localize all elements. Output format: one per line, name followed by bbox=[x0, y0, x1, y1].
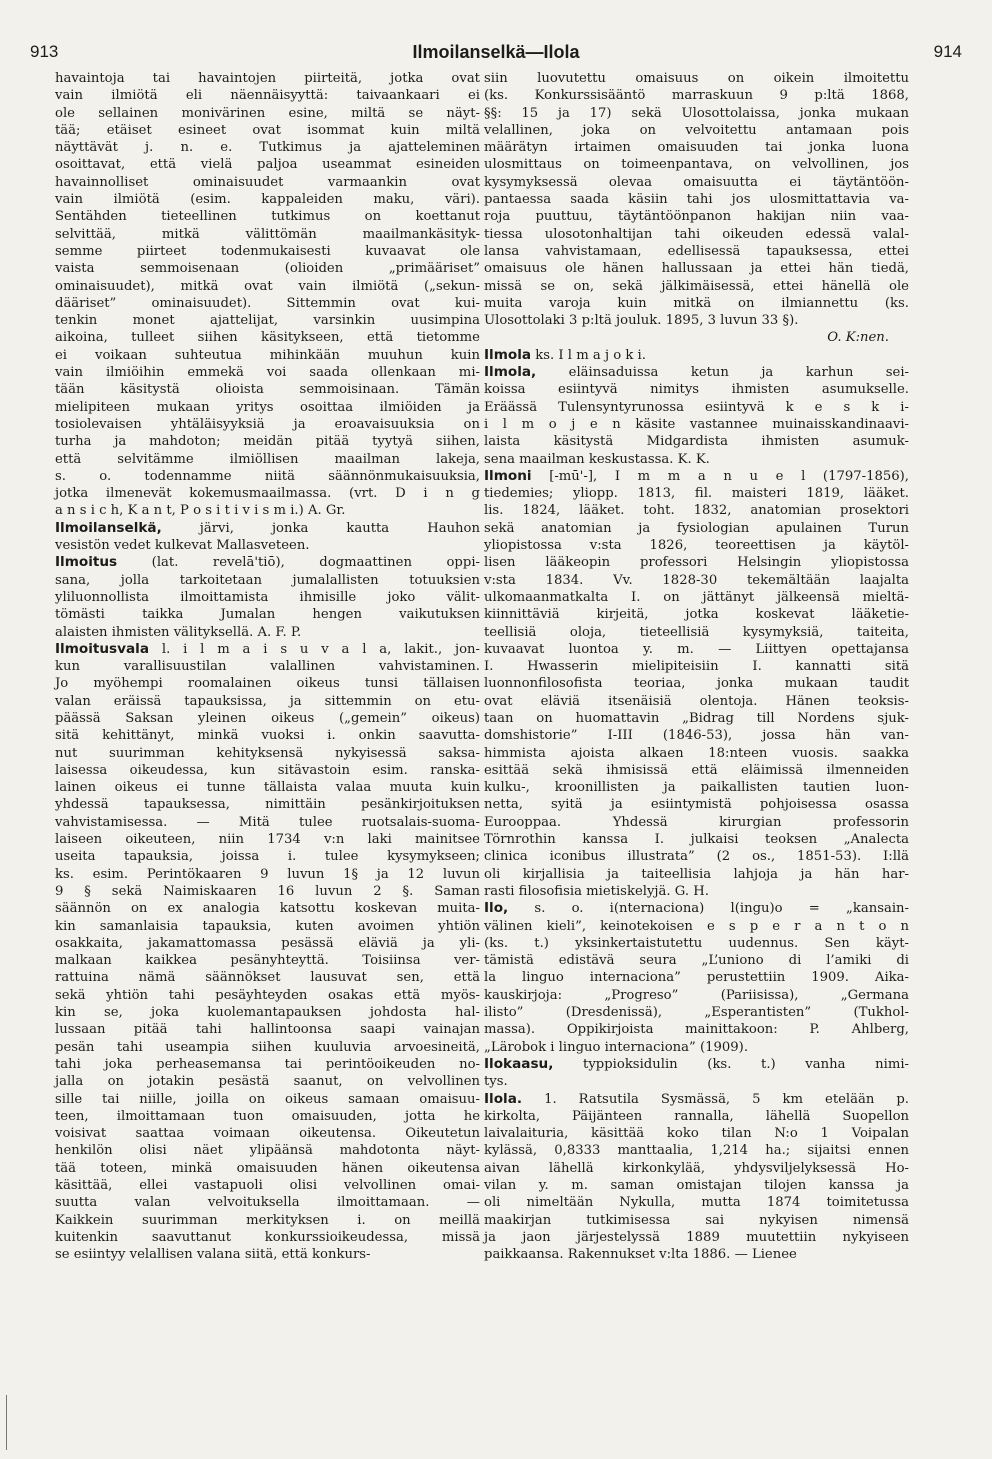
text-line bbox=[484, 520, 909, 537]
text-line bbox=[484, 278, 909, 295]
text-line bbox=[55, 1108, 480, 1125]
line-text: vilan y. m. saman omistajan tilojen kanssa ja bbox=[484, 1178, 909, 1193]
text-line bbox=[484, 105, 909, 122]
line-text: [-mū'-], I m m a n u e l (1797-1856), bbox=[531, 468, 909, 484]
text-line bbox=[55, 416, 480, 433]
line-text: missä se on, sekä jälkimäisessä, ettei hänellä ole bbox=[484, 278, 909, 294]
line-text: pesän tahi useampia siihen kuuluvia arvoesineitä, bbox=[55, 1039, 480, 1055]
line-text: taan on huomattavin „Bidrag till Nordens sjuk- bbox=[484, 710, 909, 726]
text-line bbox=[484, 1039, 909, 1056]
text-line bbox=[55, 589, 480, 606]
text-line bbox=[55, 918, 480, 935]
line-text: laivalaituria, käsittää koko tilan N:o 1 Voipalan bbox=[484, 1126, 909, 1142]
line-text: luonnonfilosofista teoriaa, jonka mukaan taudit bbox=[484, 676, 909, 692]
text-line bbox=[484, 312, 909, 329]
text-line bbox=[484, 1229, 909, 1246]
line-text: tään käsitystä olioista semmoisinaan. Tämän bbox=[55, 382, 480, 398]
text-line bbox=[55, 468, 480, 485]
text-line bbox=[55, 485, 480, 502]
line-text: havaintoja tai havaintojen piirteitä, jotka ovat bbox=[55, 71, 480, 86]
line-text: havainnolliset ominaisuudet varmaankin ovat bbox=[55, 174, 480, 190]
text-line bbox=[55, 1091, 480, 1108]
text-line bbox=[55, 87, 480, 104]
text-line bbox=[484, 347, 909, 364]
line-text: (lat. revelā'tiō), dogmaattinen oppi- bbox=[117, 555, 480, 571]
text-line bbox=[55, 641, 480, 658]
line-text: himmista ajoista alkaen 18:nteen vuosis. saakka bbox=[484, 745, 909, 761]
line-text: ulkomaanmatkalta I. on jättänyt jälkeensä mieltä- bbox=[484, 589, 909, 605]
text-line bbox=[55, 952, 480, 969]
line-text: kuvaavat luontoa y. m. — Liittyen opettajansa bbox=[484, 641, 909, 657]
line-text: yliluonnollista ilmoittamista ihmisille joko välit- bbox=[55, 589, 480, 605]
text-line bbox=[55, 935, 480, 952]
text-line bbox=[55, 226, 480, 243]
line-text: tämistä edistävä seura „L’uniono di l’amiki di bbox=[484, 953, 909, 969]
line-text: alaisten ihmisten välityksellä. A. F. P. bbox=[55, 624, 302, 640]
line-text: lainen oikeus ei tunne tällaista valaa muuta kuin bbox=[55, 780, 480, 796]
line-text: aikoina, tulleet siihen käsitykseen, että tietomme bbox=[55, 330, 480, 346]
line-text: ks. I l m a j o k i. bbox=[531, 347, 646, 363]
text-line bbox=[55, 364, 480, 381]
text-line bbox=[55, 329, 480, 346]
text-line bbox=[484, 502, 909, 519]
entry-headword: Ilokaasu, bbox=[484, 1055, 554, 1072]
text-line bbox=[55, 606, 480, 623]
line-text: voisivat saattaa voimaan oikeutensa. Oikeutetun bbox=[55, 1126, 480, 1142]
text-line bbox=[484, 831, 909, 848]
line-text: kuitenkin saavuttanut konkurssioikeudessa, missä bbox=[55, 1229, 480, 1245]
signature: O. K:nen. bbox=[827, 330, 889, 346]
text-line bbox=[55, 122, 480, 139]
text-line bbox=[55, 451, 480, 468]
entry-headword: Ilmoitusvala bbox=[55, 640, 150, 657]
text-line bbox=[484, 969, 909, 986]
text-line bbox=[484, 1004, 909, 1021]
text-line bbox=[55, 693, 480, 710]
text-line bbox=[484, 658, 909, 675]
text-line bbox=[55, 658, 480, 675]
text-line bbox=[484, 226, 909, 243]
text-line bbox=[484, 329, 909, 346]
line-text: semme piirteet todenmukaisesti kuvaavat ole bbox=[55, 243, 480, 259]
text-line bbox=[55, 1194, 480, 1211]
line-text: ks. esim. Perintökaaren 9 luvun 1§ ja 12 luvun bbox=[55, 866, 480, 882]
text-line bbox=[55, 624, 480, 641]
line-text: (ks. t.) yksinkertaistutettu uudennus. Sen käyt- bbox=[484, 935, 909, 951]
text-line bbox=[484, 122, 909, 139]
text-line bbox=[484, 433, 909, 450]
text-line bbox=[55, 295, 480, 312]
text-line bbox=[484, 399, 909, 416]
text-line bbox=[55, 139, 480, 156]
running-title: Ilmoilanselkä—Ilola bbox=[412, 42, 580, 62]
text-line bbox=[55, 1073, 480, 1090]
text-line bbox=[484, 848, 909, 865]
text-line bbox=[484, 987, 909, 1004]
text-line bbox=[484, 762, 909, 779]
text-line bbox=[55, 1021, 480, 1038]
line-text: laisessa oikeudessa, kun sitävastoin esim. ranska- bbox=[55, 762, 480, 778]
line-text: käsittää, ellei vastapuoli olisi velvollinen omai- bbox=[55, 1178, 480, 1193]
line-text: massa). Oppikirjoista mainittakoon: P. Ahlberg, bbox=[484, 1022, 909, 1038]
line-text: muita varoja kuin mitkä on ilmiannettu (ks. bbox=[484, 295, 909, 311]
text-line bbox=[55, 399, 480, 416]
text-line bbox=[484, 243, 909, 260]
line-text: kauskirjoja: „Progreso” (Pariisissa), „Germana bbox=[484, 987, 909, 1003]
text-line bbox=[484, 572, 909, 589]
line-text: tömästi taikka Jumalan hengen vaikutuksen bbox=[55, 607, 480, 623]
line-text: osoittavat, että vielä paljoa useammat esineiden bbox=[55, 157, 480, 173]
text-line bbox=[55, 70, 480, 87]
text-line bbox=[484, 260, 909, 277]
text-line bbox=[55, 174, 480, 191]
text-line bbox=[484, 87, 909, 104]
line-text: tää; etäiset esineet ovat isommat kuin miltä bbox=[55, 122, 480, 138]
text-line bbox=[484, 1160, 909, 1177]
line-text: yhdessä tapauksessa, nimittäin pesänkirjoituksen bbox=[55, 797, 480, 813]
line-text: vahvistamisessa. — Mitä tulee ruotsalais-suoma- bbox=[55, 814, 480, 830]
line-text: turha ja mahdoton; meidän pitää tyytyä siihen, bbox=[55, 434, 480, 450]
text-line bbox=[55, 554, 480, 571]
text-line bbox=[484, 381, 909, 398]
text-line bbox=[484, 589, 909, 606]
text-line bbox=[484, 537, 909, 554]
line-text: la linguo internaciona” perustettiin 1909. Aika- bbox=[484, 970, 909, 986]
line-text: Törnrothin kanssa I. julkaisi teoksen „Analecta bbox=[484, 832, 909, 848]
line-text: päässä Saksan yleinen oikeus („gemein” oikeus) bbox=[55, 710, 480, 726]
text-line bbox=[484, 191, 909, 208]
text-line bbox=[484, 468, 909, 485]
text-line bbox=[484, 70, 909, 87]
line-text: oli kirjallisia ja taiteellisia lahjoja ja hän har- bbox=[484, 866, 909, 882]
line-text: näyttävät j. n. e. Tutkimus ja ajatteleminen bbox=[55, 140, 480, 156]
text-line bbox=[55, 1229, 480, 1246]
text-line bbox=[55, 243, 480, 260]
text-line bbox=[484, 156, 909, 173]
line-text: maakirjan tutkimisessa sai nykyisen nimensä bbox=[484, 1212, 909, 1228]
text-line bbox=[484, 918, 909, 935]
entry-headword: Ilmola, bbox=[484, 364, 537, 381]
text-line bbox=[484, 624, 909, 641]
text-line bbox=[484, 295, 909, 312]
text-line bbox=[484, 900, 909, 917]
text-line bbox=[484, 814, 909, 831]
text-line bbox=[55, 727, 480, 744]
line-text: „Lärobok i linguo internaciona” (1909). bbox=[484, 1039, 749, 1055]
line-text: clinica iconibus illustrata” (2 os., 1851-53). I:llä bbox=[484, 849, 909, 865]
text-line bbox=[55, 710, 480, 727]
text-line bbox=[484, 1142, 909, 1159]
line-text: oli nimeltään Nykulla, mutta 1874 toimitetussa bbox=[484, 1195, 909, 1211]
line-text: Kaikkein suurimman merkityksen i. on meillä bbox=[55, 1212, 480, 1228]
line-text: osakkaita, jakamattomassa pesässä eläviä ja yli- bbox=[55, 935, 480, 951]
entry-headword: Ilola. bbox=[484, 1090, 523, 1107]
line-text: teellisiä oloja, tieteellisiä kysymyksiä, taiteita, bbox=[484, 624, 909, 640]
text-line bbox=[55, 745, 480, 762]
text-line bbox=[484, 1091, 909, 1108]
line-text: laiseen oikeuteen, niin 1734 v:n laki mainitsee bbox=[55, 832, 480, 848]
text-line bbox=[55, 1177, 480, 1194]
text-line bbox=[55, 278, 480, 295]
line-text: §§: 15 ja 17) sekä Ulosottolaissa, jonka mukaan bbox=[484, 105, 909, 121]
left-text-column bbox=[55, 70, 480, 1263]
line-text: tenkin monet ajattelijat, varsinkin uusimpina bbox=[55, 313, 480, 329]
line-text: sekä yhtiön tahi pesäyhteyden osakas että myös- bbox=[55, 987, 480, 1003]
text-line bbox=[55, 572, 480, 589]
text-line bbox=[55, 1056, 480, 1073]
text-line bbox=[55, 883, 480, 900]
line-text: jalla on jotakin pesästä saanut, on velvollinen bbox=[55, 1074, 480, 1090]
line-text: siin luovutettu omaisuus on oikein ilmoitettu bbox=[484, 71, 909, 86]
text-line bbox=[55, 866, 480, 883]
line-text: vain ilmiötä (esim. kappaleiden maku, väri). bbox=[55, 192, 480, 208]
text-line bbox=[484, 641, 909, 658]
line-text: lussaan pitää tahi hallintoonsa saapi vainajan bbox=[55, 1022, 480, 1038]
line-text: määrätyn irtaimen omaisuuden tai jonka luona bbox=[484, 140, 909, 156]
line-text: rattuina nämä säännökset lausuvat sen, että bbox=[55, 970, 480, 986]
line-text: tiedemies; yliopp. 1813, fil. maisteri 1819, lääket. bbox=[484, 486, 909, 502]
text-line bbox=[55, 1246, 480, 1263]
line-text: vain ilmiöihin emmekä voi saada ollenkaan mi- bbox=[55, 365, 480, 381]
line-text: ja jaon järjestelyssä 1889 muutettiin nykyiseen bbox=[484, 1229, 909, 1245]
text-line bbox=[484, 485, 909, 502]
line-text: I. Hwasserin mielipiteisiin I. kannatti sitä bbox=[484, 659, 909, 675]
line-text: suutta valan velvoituksella ilmoittamaan. — bbox=[55, 1195, 480, 1211]
line-text: se esiintyy velallisen valana siitä, että konkurs- bbox=[55, 1247, 371, 1263]
line-text: ulosmittaus on toimeenpantava, on velvollinen, jos bbox=[484, 157, 909, 173]
line-text: s. o. i(nternaciona) l(ingu)o = „kansain- bbox=[508, 901, 909, 917]
line-text: välinen kieli”, keinotekoisen e s p e r a n t o n bbox=[484, 918, 909, 934]
line-text: esittää sekä ihmisissä että eläimissä ilmenneiden bbox=[484, 762, 909, 778]
text-line bbox=[55, 347, 480, 364]
text-line bbox=[484, 710, 909, 727]
line-text: säännön on ex analogia katsottu koskevan muita- bbox=[55, 901, 480, 917]
text-line bbox=[55, 1039, 480, 1056]
text-line bbox=[55, 502, 480, 519]
line-text: teen, ilmoittamaan tuon omaisuuden, jotta he bbox=[55, 1108, 480, 1124]
text-line bbox=[55, 1125, 480, 1142]
text-line bbox=[484, 606, 909, 623]
text-line bbox=[484, 416, 909, 433]
line-text: että selvitämme ilmiöllisen maailman lakeja, bbox=[55, 451, 480, 467]
line-text: omaisuus ole hänen hallussaan ja ettei hän tiedä, bbox=[484, 261, 909, 277]
line-text: Ulosottolaki 3 p:ltä jouluk. 1895, 3 luvun 33 §). bbox=[484, 313, 799, 329]
line-text: tää toteen, minkä omaisuuden hänen oikeutensa bbox=[55, 1160, 480, 1176]
line-text: koissa esiintyvä nimitys ihmisten asumukselle. bbox=[484, 382, 909, 398]
line-text: typpioksidulin (ks. t.) vanha nimi- bbox=[553, 1056, 909, 1072]
line-text: sana, jolla tarkoitetaan jumalallisten totuuksien bbox=[55, 572, 480, 588]
text-line bbox=[484, 952, 909, 969]
text-line bbox=[55, 260, 480, 277]
text-line bbox=[55, 900, 480, 917]
line-text: aivan lähellä kirkonkylää, yhdysviljelyksessä Ho- bbox=[484, 1160, 909, 1176]
text-line bbox=[55, 848, 480, 865]
text-line bbox=[484, 796, 909, 813]
line-text: l. i l m a i s u v a l a, lakit., jon- bbox=[149, 641, 480, 657]
line-text: valan eräissä tapauksissa, ja sittemmin on etu- bbox=[55, 693, 480, 709]
line-text: dääriset” ominaisuudet). Sittemmin ovat kui- bbox=[55, 295, 480, 311]
text-line bbox=[55, 191, 480, 208]
line-text: vaista semmoisenaan (olioiden „primääriset” bbox=[55, 261, 480, 277]
line-text: 1. Ratsutila Sysmässä, 5 km etelään p. bbox=[522, 1091, 909, 1107]
text-line bbox=[484, 1212, 909, 1229]
text-line bbox=[55, 1160, 480, 1177]
text-line bbox=[484, 779, 909, 796]
text-line bbox=[484, 1194, 909, 1211]
scan-margin-line bbox=[6, 1395, 7, 1450]
text-line bbox=[55, 831, 480, 848]
line-text: ei voikaan suhteutua mihinkään muuhun kuin bbox=[55, 347, 480, 363]
line-text: roja puuttuu, täytäntöönpanon hakijan niin vaa- bbox=[484, 209, 909, 225]
text-line bbox=[484, 1108, 909, 1125]
line-text: järvi, jonka kautta Hauhon bbox=[161, 520, 480, 536]
line-text: yliopistossa v:sta 1826, teoreettisen ja käytöl- bbox=[484, 538, 909, 554]
line-text: kin se, joka kuolemantapauksen johdosta hal- bbox=[55, 1005, 480, 1021]
text-line bbox=[484, 727, 909, 744]
text-line bbox=[55, 1212, 480, 1229]
text-line bbox=[55, 987, 480, 1004]
line-text: sille tai niille, joilla on oikeus samaan omaisuu- bbox=[55, 1091, 480, 1107]
text-line bbox=[484, 139, 909, 156]
entry-headword: Ilmola bbox=[484, 346, 532, 363]
line-text: 9 § sekä Naimiskaaren 16 luvun 2 §. Saman bbox=[55, 883, 480, 899]
line-text: lis. 1824, lääket. toht. 1832, anatomian prosektori bbox=[484, 503, 909, 519]
line-text: vesistön vedet kulkevat Mallasveteen. bbox=[55, 538, 310, 554]
text-line bbox=[55, 433, 480, 450]
line-text: netta, syitä ja esiintymistä pohjoisessa osassa bbox=[484, 797, 909, 813]
text-line bbox=[55, 762, 480, 779]
text-line bbox=[55, 312, 480, 329]
text-line bbox=[484, 1177, 909, 1194]
text-line bbox=[484, 174, 909, 191]
line-text: ominaisuudet), mitkä ovat vain ilmiötä („sekun- bbox=[55, 278, 480, 294]
entry-headword: Ilmoilanselkä, bbox=[55, 519, 162, 536]
line-text: Eräässä Tulensyntyrunossa esiintyvä k e s k i- bbox=[484, 399, 909, 415]
line-text: rasti filosofisia mietiskelyjä. G. H. bbox=[484, 883, 709, 899]
line-text: tys. bbox=[484, 1074, 508, 1090]
line-text: Eurooppaa. Yhdessä kirurgian professorin bbox=[484, 814, 909, 830]
line-text: eläinsaduissa ketun ja karhun sei- bbox=[536, 365, 909, 381]
text-line bbox=[484, 866, 909, 883]
line-text: mielipiteen mukaan yritys osoittaa ilmiöiden ja bbox=[55, 399, 480, 415]
text-line bbox=[55, 796, 480, 813]
line-text: (ks. Konkurssisääntö marraskuun 9 p:ltä 1868, bbox=[484, 88, 909, 104]
text-line bbox=[55, 381, 480, 398]
text-line bbox=[55, 969, 480, 986]
line-text: nut suurimman kehityksensä nykyisessä saksa- bbox=[55, 745, 480, 761]
line-text: useita tapauksia, joissa i. tulee kysymykseen; bbox=[55, 849, 480, 865]
text-line bbox=[484, 693, 909, 710]
line-text: paikkaansa. Rakennukset v:lta 1886. — Lienee bbox=[484, 1247, 797, 1263]
page-number-left: 913 bbox=[30, 42, 59, 61]
line-text: vain ilmiötä eli näennäisyyttä: taivaankaari ei bbox=[55, 88, 480, 104]
line-text: kulku-, kroonillisten ja paikallisten tautien luon- bbox=[484, 780, 909, 796]
line-text: domshistorie” I-III (1846-53), jossa hän van- bbox=[484, 728, 909, 744]
line-text: malkaan kaikkea pesänyhteyttä. Toisiinsa ver- bbox=[55, 953, 480, 969]
line-text: a n s i c h, K a n t, P o s i t i v i s m i.) A. Gr. bbox=[55, 503, 346, 519]
text-line bbox=[484, 745, 909, 762]
line-text: kun varallisuustilan valallinen vahvistaminen. bbox=[55, 659, 480, 675]
text-line bbox=[484, 364, 909, 381]
line-text: kiinnittäviä kirjeitä, jotka koskevat lääketie- bbox=[484, 607, 909, 623]
text-line bbox=[55, 105, 480, 122]
text-line bbox=[484, 1125, 909, 1142]
line-text: ole sellainen monivärinen esine, miltä se näyt- bbox=[55, 105, 480, 121]
entry-headword: Ilmoni bbox=[484, 467, 532, 484]
text-line bbox=[484, 1246, 909, 1263]
line-text: lisen lääkeopin professori Helsingin yliopistossa bbox=[484, 555, 909, 571]
line-text: tahi joka perheasemansa tai perintöoikeuden no- bbox=[55, 1056, 480, 1072]
entry-headword: Ilmoitus bbox=[55, 554, 118, 571]
line-text: kirkolta, Päijänteen rannalla, lähellä Suopellon bbox=[484, 1108, 909, 1124]
page-header bbox=[30, 42, 962, 72]
line-text: kysymyksessä olevaa omaisuutta ei täytäntöön- bbox=[484, 174, 909, 190]
line-text: s. o. todennamme niitä säännönmukaisuuksia, bbox=[55, 468, 480, 484]
line-text: ovat eläviä itsenäisiä olentoja. Hänen teoksis- bbox=[484, 693, 909, 709]
text-line bbox=[55, 814, 480, 831]
line-text: jotka ilmenevät kokemusmaailmassa. (vrt. D i n g bbox=[55, 486, 480, 502]
text-line bbox=[55, 156, 480, 173]
page-number-right: 914 bbox=[933, 42, 962, 61]
text-line bbox=[55, 675, 480, 692]
line-text: tosiolevaisen yhtäläisyyksiä ja eroavaisuuksia on bbox=[55, 416, 480, 432]
line-text: selvittää, mitkä välittömän maailmankäsityk- bbox=[55, 226, 480, 242]
line-text: Sentähden tieteellinen tutkimus on koettanut bbox=[55, 209, 480, 225]
entry-headword: Ilo, bbox=[484, 900, 509, 917]
text-line bbox=[484, 1021, 909, 1038]
text-line bbox=[484, 675, 909, 692]
line-text: sekä anatomian ja fysiologian apulainen Turun bbox=[484, 520, 909, 536]
text-line bbox=[484, 1056, 909, 1073]
text-line bbox=[55, 1004, 480, 1021]
line-text: pantaessa saada käsiin tahi jos ulosmittattavia va- bbox=[484, 192, 909, 208]
line-text: sena maailman keskustassa. K. K. bbox=[484, 451, 710, 467]
text-line bbox=[55, 520, 480, 537]
line-text: velallinen, joka on velvoitettu antamaan pois bbox=[484, 122, 909, 138]
line-text: Jo myöhempi roomalainen oikeus tunsi tällaisen bbox=[55, 676, 480, 692]
line-text: henkilön olisi näet ylipäänsä mahdotonta näyt- bbox=[55, 1143, 480, 1159]
line-text: kylässä, 0,8333 manttaalia, 1,214 ha.; sijaitsi ennen bbox=[484, 1143, 909, 1159]
text-line bbox=[484, 554, 909, 571]
text-line bbox=[484, 883, 909, 900]
text-line bbox=[484, 451, 909, 468]
text-line bbox=[55, 537, 480, 554]
line-text: kin samanlaisia tapauksia, kuten avoimen yhtiön bbox=[55, 918, 480, 934]
text-line bbox=[484, 1073, 909, 1090]
line-text: ilisto” (Dresdenissä), „Esperantisten” (Tukhol- bbox=[484, 1005, 909, 1021]
text-line bbox=[55, 208, 480, 225]
text-line bbox=[484, 208, 909, 225]
text-line bbox=[55, 779, 480, 796]
right-text-column bbox=[484, 70, 909, 1263]
line-text: i l m o j e n käsite vastannee muinaisskandinaavi- bbox=[484, 416, 909, 432]
line-text: sitä kehittänyt, minkä vuoksi i. onkin saavutta- bbox=[55, 728, 480, 744]
text-line bbox=[484, 935, 909, 952]
line-text: lansa vahvistamaan, edellisessä tapauksessa, ettei bbox=[484, 243, 909, 259]
text-line bbox=[55, 1142, 480, 1159]
line-text: tiessa ulosotonhaltijan tahi oikeuden edessä valal- bbox=[484, 226, 909, 242]
line-text: v:sta 1834. Vv. 1828-30 tekemältään laajalta bbox=[484, 572, 909, 588]
line-text: laista käsitystä Midgardista ihmisten asumuk- bbox=[484, 434, 909, 450]
